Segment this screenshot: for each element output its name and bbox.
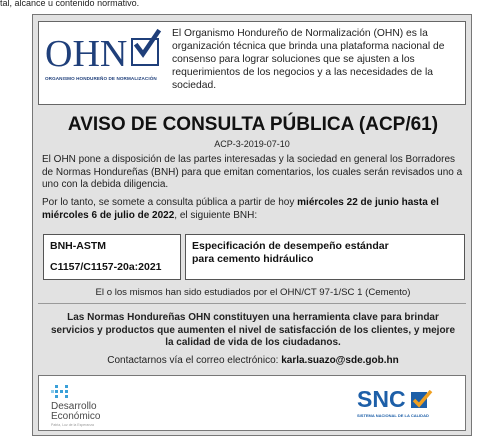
standard-row — [43, 234, 465, 280]
period-paragraph — [42, 197, 466, 222]
contact-line — [33, 355, 473, 366]
desarrollo-economico-name: Desarrollo Económico — [51, 401, 101, 422]
standard-code-line1: BNH-ASTM — [50, 240, 106, 252]
snc-logo — [357, 386, 457, 424]
checkbox-check-icon — [131, 38, 159, 66]
period-start-date: miércoles 22 de junio hasta — [297, 197, 428, 208]
period-end-date: el miércoles 6 de julio de 2022 — [42, 197, 439, 221]
notice-reference: ACP-3-2019-07-10 — [214, 139, 290, 149]
footer-logos — [38, 375, 466, 431]
contact-email: karla.suazo@sde.gob.hn — [281, 355, 399, 366]
public-consultation-notice — [32, 14, 472, 436]
standard-code-box — [43, 234, 181, 280]
intro-paragraph: El OHN pone a disposición de las partes interesadas y la sociedad en general los Borradores de Normas Hondureñas (BNH) para que emitan comentarios, los cuales serán revisados uno a uno con la debida diligencia. — [42, 154, 463, 190]
snc-logo-subtitle: SISTEMA NACIONAL DE LA CALIDAD — [357, 413, 429, 418]
notice-title: AVISO DE CONSULTA PÚBLICA (ACP/61) — [67, 114, 439, 135]
ohn-statement: Las Normas Hondureñas OHN constituyen una herramienta clave para brindar servicios y productos que aumenten el nivel de satisfacción de los clientes, y mejore la calidad de vida de los ciudadanos. — [50, 312, 456, 348]
cropped-top-text: tal, alcance u contenido normativo. — [0, 0, 140, 8]
desarrollo-economico-tagline: Patria, Luz de la Esperanza — [51, 423, 94, 427]
header-box — [38, 21, 466, 105]
snc-logo-letters: SNC — [357, 386, 406, 412]
standard-description: Especificación de desempeño estándar para cemento hidráulico — [192, 240, 389, 265]
ohn-logo-subtitle: ORGANISMO HONDUREÑO DE NORMALIZACIÓN — [45, 76, 157, 81]
ohn-logo-letters: OHN — [45, 33, 128, 75]
period-suffix: , el siguiente BNH: — [174, 209, 258, 221]
period-prefix: Por lo tanto, se somete a consulta pública a partir de hoy — [42, 197, 298, 208]
contact-label: Contactarnos vía el correo electrónico: — [107, 355, 282, 366]
studied-by-text: El o los mismos han sido estudiados por el OHN/CT 97-1/SC 1 (Cemento) — [95, 287, 411, 298]
standard-description-box — [185, 234, 465, 280]
standard-code-line2: C1157/C1157-20a:2021 — [50, 261, 162, 273]
dotted-h-icon — [51, 384, 81, 400]
ohn-logo — [45, 34, 163, 82]
divider — [38, 303, 466, 304]
ohn-description: El Organismo Hondureño de Normalización (OHN) es la organización técnica que brinda una plataforma nacional de consenso para lograr soluciones que se ajusten a los requerimientos de los negocios y a las necesidades de la sociedad. — [172, 28, 445, 91]
desarrollo-economico-logo — [51, 384, 201, 428]
check-mark-icon — [411, 390, 433, 410]
